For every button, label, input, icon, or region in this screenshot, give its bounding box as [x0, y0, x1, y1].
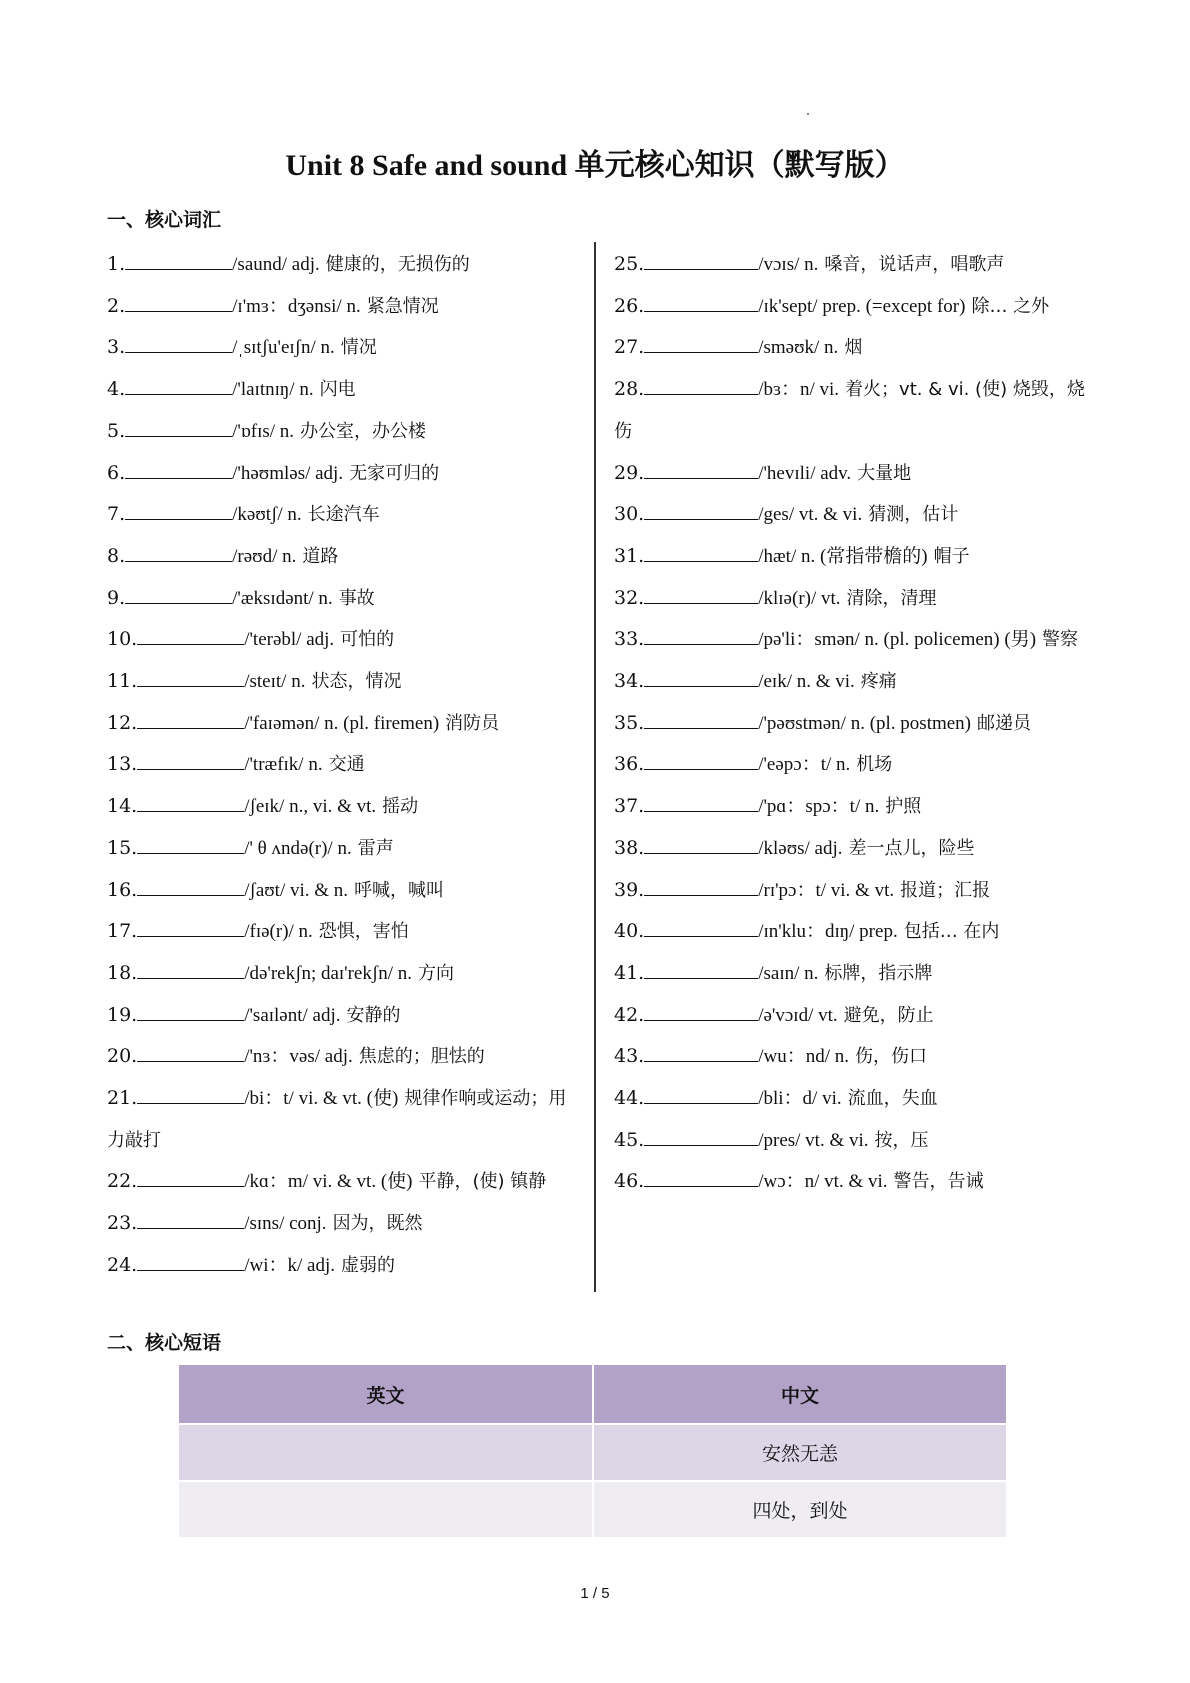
vocab-phonetic: /'pəʊstmən/ n. (pl. postmen): [758, 712, 972, 734]
answer-blank[interactable]: [137, 962, 244, 979]
vocab-meaning: 疼痛: [860, 671, 897, 693]
answer-blank[interactable]: [125, 587, 232, 604]
vocab-phonetic: /'saɪlənt/ adj.: [244, 1004, 341, 1026]
answer-blank[interactable]: [137, 920, 244, 937]
vocab-item: [614, 744, 1089, 786]
vocab-item: [614, 1161, 1089, 1203]
vocab-number: 16.: [107, 878, 138, 901]
answer-blank[interactable]: [644, 628, 758, 645]
vocab-phonetic: /kəʊtʃ/ n.: [232, 504, 302, 526]
vocab-item: [107, 703, 582, 745]
vocab-item: [107, 1245, 582, 1287]
vocab-phonetic: /saund/ adj.: [232, 254, 320, 275]
vocab-meaning: 差一点儿，险些: [848, 837, 975, 859]
answer-blank[interactable]: [644, 670, 758, 687]
vocab-number: 21.: [107, 1087, 138, 1110]
vocab-meaning: 邮递员: [977, 712, 1032, 734]
vocab-item: [614, 911, 1089, 953]
vocab-number: 23.: [107, 1212, 138, 1235]
vocab-phonetic: /'ɒfɪs/ n.: [232, 420, 295, 442]
vocab-phonetic: /saɪn/ n.: [758, 962, 819, 984]
vocab-number: 34.: [614, 670, 645, 693]
phrase-english-cell: [179, 1481, 593, 1537]
vocab-item: [107, 327, 582, 369]
vocab-number: 9.: [107, 586, 126, 609]
vocab-meaning: 健康的，无损伤的: [325, 254, 470, 275]
vocab-number: 24.: [107, 1253, 138, 1276]
answer-blank[interactable]: [137, 1212, 244, 1229]
answer-blank[interactable]: [125, 378, 232, 395]
vocab-item: [614, 1120, 1089, 1162]
vocab-meaning: 报道；汇报: [900, 879, 991, 901]
vocab-phonetic: /fɪə(r)/ n.: [244, 921, 313, 943]
vocab-meaning: 摇动: [382, 796, 419, 818]
answer-blank[interactable]: [644, 795, 758, 812]
vocab-phonetic: /' θ ʌndə(r)/ n.: [244, 837, 352, 859]
vocab-phonetic: /ʃeɪk/ n., vi. & vt.: [244, 796, 377, 818]
vocab-number: 5.: [107, 419, 126, 442]
vocab-item: [107, 244, 582, 286]
vocab-number: 29.: [614, 461, 645, 484]
vocab-number: 10.: [107, 628, 138, 651]
vocab-number: 1.: [107, 253, 126, 275]
answer-blank[interactable]: [137, 837, 244, 854]
vocab-meaning: 事故: [338, 587, 375, 609]
vocab-phonetic: /bɜ：n/ vi.: [758, 379, 840, 401]
answer-blank[interactable]: [644, 503, 758, 520]
answer-blank[interactable]: [644, 336, 758, 353]
vocab-meaning: 办公室，办公楼: [300, 420, 427, 442]
answer-blank[interactable]: [125, 336, 232, 353]
vocab-item: [614, 453, 1089, 495]
phrase-table-header-row: [179, 1365, 1007, 1424]
answer-blank[interactable]: [644, 1045, 758, 1062]
vocab-number: 39.: [614, 878, 645, 901]
vocab-item: [107, 1036, 582, 1078]
vocab-meaning: 情况: [340, 337, 377, 359]
vocab-phonetic: /vɔɪs/ n.: [758, 254, 819, 275]
vocab-item: [614, 536, 1089, 578]
vocab-meaning: 紧急情况: [366, 295, 439, 317]
vocab-item: [107, 1078, 582, 1161]
header-chinese: 中文: [593, 1365, 1007, 1424]
vocab-item: [614, 369, 1089, 452]
vocab-item: [614, 703, 1089, 745]
vocab-meaning: 规律作响或运动；用力敲打: [107, 1088, 567, 1151]
vocab-phonetic: /'eəpɔ：t/ n.: [758, 754, 851, 776]
vocab-column-left: [107, 244, 582, 1287]
vocab-meaning: 按，压: [874, 1129, 929, 1151]
vocab-meaning: 状态，情况: [311, 671, 402, 693]
answer-blank[interactable]: [644, 1170, 758, 1187]
vocab-item: [107, 536, 582, 578]
page-number: 1 / 5: [580, 1585, 610, 1602]
answer-blank[interactable]: [137, 1004, 244, 1021]
vocab-phonetic: /kɑ：m/ vi. & vt. (使): [244, 1171, 413, 1193]
vocab-item: [107, 828, 582, 870]
vocab-phonetic: /sməʊk/ n.: [758, 337, 839, 359]
vocab-meaning: 避免，防止: [843, 1004, 934, 1026]
vocab-item: [107, 786, 582, 828]
vocab-phonetic: /wu：nd/ n.: [758, 1046, 849, 1068]
vocab-number: 22.: [107, 1170, 138, 1193]
table-row: [179, 1424, 1007, 1481]
vocab-number: 44.: [614, 1087, 645, 1110]
vocab-meaning: 烟: [844, 337, 863, 359]
answer-blank[interactable]: [644, 879, 758, 896]
vocab-item: [107, 744, 582, 786]
vocab-phonetic: /'faɪəmən/ n. (pl. firemen): [244, 712, 440, 734]
vocab-number: 13.: [107, 753, 138, 776]
answer-blank[interactable]: [137, 1170, 244, 1187]
answer-blank[interactable]: [644, 462, 758, 479]
vocab-number: 15.: [107, 836, 138, 859]
vocab-item: [107, 578, 582, 620]
vocab-item: [107, 1203, 582, 1245]
vocab-meaning: 方向: [417, 962, 454, 984]
answer-blank[interactable]: [644, 920, 758, 937]
vocab-phonetic: /rəʊd/ n.: [232, 545, 297, 567]
vocab-phonetic: /ə'vɔɪd/ vt.: [758, 1004, 838, 1026]
answer-blank[interactable]: [125, 503, 232, 520]
vocab-phonetic: /ˌsɪtʃu'eɪʃn/ n.: [232, 337, 335, 359]
vocab-number: 37.: [614, 795, 645, 818]
vocab-number: 18.: [107, 961, 138, 984]
vocab-phonetic: /'həʊmləs/ adj.: [232, 462, 344, 484]
vocab-meaning: 嗓音，说话声，唱歌声: [824, 254, 1005, 275]
vocab-item: [107, 494, 582, 536]
phrase-chinese-cell: 四处，到处: [593, 1481, 1007, 1537]
answer-blank[interactable]: [137, 670, 244, 687]
vocab-phonetic: /klɪə(r)/ vt.: [758, 587, 841, 609]
answer-blank[interactable]: [644, 753, 758, 770]
vocab-phonetic: /pres/ vt. & vi.: [758, 1129, 869, 1151]
answer-blank[interactable]: [644, 587, 758, 604]
vocab-phonetic: /bi：t/ vi. & vt. (使): [244, 1088, 399, 1110]
vocab-item: [107, 870, 582, 912]
answer-blank[interactable]: [125, 462, 232, 479]
vocab-number: 8.: [107, 544, 126, 567]
vocab-meaning: 着火；vt. & vi. (使) 烧毁，烧伤: [614, 379, 1085, 442]
vocab-phonetic: /kləʊs/ adj.: [758, 837, 843, 859]
stray-mark: [807, 113, 809, 115]
vocab-item: [107, 369, 582, 411]
vocab-meaning: 道路: [302, 545, 339, 567]
vocab-item: [614, 870, 1089, 912]
answer-blank[interactable]: [137, 1254, 244, 1271]
vocab-meaning: 安静的: [346, 1004, 401, 1026]
vocab-phonetic: /ɪ'mɜ：dʒənsi/ n.: [232, 295, 361, 317]
answer-blank[interactable]: [125, 545, 232, 562]
vocab-number: 30.: [614, 503, 645, 526]
vocab-phonetic: /rɪ'pɔ：t/ vi. & vt.: [758, 879, 895, 901]
vocab-number: 32.: [614, 586, 645, 609]
page-title: Unit 8 Safe and sound 单元核心知识（默写版）: [285, 149, 905, 182]
vocab-meaning: 平静，(使) 镇静: [418, 1171, 547, 1193]
vocab-phonetic: /ɪn'klu：dɪŋ/ prep.: [758, 921, 898, 943]
vocab-item: [614, 661, 1089, 703]
vocab-phonetic: /wɔ：n/ vt. & vi.: [758, 1171, 888, 1193]
vocab-meaning: 猜测，估计: [868, 504, 959, 526]
table-row: [179, 1481, 1007, 1537]
answer-blank[interactable]: [644, 545, 758, 562]
vocab-item: [614, 578, 1089, 620]
vocab-number: 6.: [107, 461, 126, 484]
vocab-meaning: 雷声: [357, 837, 394, 859]
vocab-meaning: 清除，清理: [846, 587, 937, 609]
vocab-phonetic: /'æksɪdənt/ n.: [232, 587, 333, 609]
vocab-phonetic: /bli：d/ vi.: [758, 1088, 842, 1110]
vocab-meaning: 可怕的: [340, 629, 395, 651]
vocab-number: 28.: [614, 378, 645, 401]
vocab-phonetic: /'træfɪk/ n.: [244, 754, 323, 776]
vocab-meaning: 因为，既然: [332, 1213, 423, 1235]
vocab-item: [107, 953, 582, 995]
vocab-phonetic: /'hevɪli/ adv.: [758, 462, 852, 484]
vocab-item: [107, 411, 582, 453]
vocab-number: 38.: [614, 836, 645, 859]
section-heading-vocab: 一、核心词汇: [107, 209, 222, 231]
vocab-phonetic: /wi：k/ adj.: [244, 1254, 335, 1276]
vocab-meaning: 护照: [885, 796, 922, 818]
answer-blank[interactable]: [137, 1045, 244, 1062]
vocab-item: [107, 995, 582, 1037]
vocab-number: 20.: [107, 1045, 138, 1068]
vocab-number: 11.: [107, 670, 138, 693]
vocab-number: 26.: [614, 294, 645, 317]
vocab-number: 19.: [107, 1003, 138, 1026]
vocab-meaning: 标牌，指示牌: [824, 962, 933, 984]
vocab-number: 46.: [614, 1170, 645, 1193]
vocab-number: 36.: [614, 753, 645, 776]
vocab-meaning: 机场: [856, 754, 893, 776]
vocab-number: 2.: [107, 294, 126, 317]
column-divider: [594, 242, 596, 1292]
vocab-phonetic: /ʃaʊt/ vi. & n.: [244, 879, 349, 901]
vocab-item: [614, 995, 1089, 1037]
vocab-meaning: 警告，告诫: [893, 1171, 984, 1193]
vocab-item: [614, 494, 1089, 536]
vocab-phonetic: /'nɜ：vəs/ adj.: [244, 1046, 353, 1068]
answer-blank[interactable]: [644, 837, 758, 854]
vocab-item: [614, 619, 1089, 661]
vocab-phonetic: /hæt/ n. (常指带檐的): [758, 545, 928, 567]
vocab-number: 25.: [614, 253, 645, 275]
vocab-meaning: 交通: [328, 754, 365, 776]
vocab-phonetic: /ges/ vt. & vi.: [758, 504, 863, 526]
vocab-meaning: 流血，失血: [847, 1088, 938, 1110]
answer-blank[interactable]: [137, 628, 244, 645]
vocab-item: [614, 286, 1089, 328]
answer-blank[interactable]: [644, 1087, 758, 1104]
vocab-phonetic: /'terəbl/ adj.: [244, 629, 335, 651]
vocab-number: 14.: [107, 795, 138, 818]
vocab-meaning: 焦虑的；胆怯的: [358, 1046, 485, 1068]
vocab-meaning: 闪电: [319, 379, 356, 401]
vocab-item: [614, 828, 1089, 870]
vocab-item: [614, 327, 1089, 369]
vocab-number: 31.: [614, 544, 645, 567]
vocab-number: 40.: [614, 920, 645, 943]
answer-blank[interactable]: [137, 712, 244, 729]
vocab-meaning: 虚弱的: [341, 1254, 395, 1276]
vocab-phonetic: /sɪns/ conj.: [244, 1213, 327, 1235]
vocab-number: 7.: [107, 503, 126, 526]
answer-blank[interactable]: [644, 962, 758, 979]
vocab-number: 41.: [614, 961, 645, 984]
vocab-number: 3.: [107, 336, 126, 359]
vocab-number: 17.: [107, 920, 138, 943]
vocab-number: 33.: [614, 628, 645, 651]
vocab-number: 27.: [614, 336, 645, 359]
vocab-item: [614, 953, 1089, 995]
phrase-chinese-cell: 安然无恙: [593, 1424, 1007, 1481]
answer-blank[interactable]: [644, 378, 758, 395]
vocab-phonetic: /'pɑ：spɔ：t/ n.: [758, 796, 880, 818]
vocab-item: [107, 1161, 582, 1203]
answer-blank[interactable]: [125, 420, 232, 437]
answer-blank[interactable]: [644, 1129, 758, 1146]
vocab-meaning: 警察: [1042, 629, 1079, 651]
answer-blank[interactable]: [137, 879, 244, 896]
answer-blank[interactable]: [137, 795, 244, 812]
section-heading-phrases: 二、核心短语: [107, 1332, 222, 1354]
vocab-meaning: 包括… 在内: [903, 921, 1000, 943]
vocab-meaning: 除… 之外: [971, 295, 1050, 317]
vocab-number: 4.: [107, 378, 126, 401]
answer-blank[interactable]: [644, 253, 758, 270]
vocab-meaning: 长途汽车: [307, 504, 380, 526]
vocab-meaning: 大量地: [857, 462, 912, 484]
answer-blank[interactable]: [125, 295, 232, 312]
vocab-meaning: 无家可归的: [349, 462, 440, 484]
vocab-phonetic: /ɪk'sept/ prep. (=except for): [758, 295, 966, 317]
header-english: 英文: [179, 1365, 593, 1424]
vocab-number: 42.: [614, 1003, 645, 1026]
vocab-number: 45.: [614, 1128, 645, 1151]
answer-blank[interactable]: [644, 295, 758, 312]
vocab-number: 43.: [614, 1045, 645, 1068]
answer-blank[interactable]: [644, 1004, 758, 1021]
vocab-item: [614, 1078, 1089, 1120]
answer-blank[interactable]: [125, 253, 232, 270]
phrase-english-cell: [179, 1424, 593, 1481]
vocab-number: 35.: [614, 711, 645, 734]
vocab-item: [107, 286, 582, 328]
vocab-item: [107, 661, 582, 703]
vocab-phonetic: /steɪt/ n.: [244, 671, 306, 693]
vocab-item: [614, 1036, 1089, 1078]
vocab-phonetic: /'laɪtnɪŋ/ n.: [232, 379, 314, 401]
vocab-meaning: 恐惧，害怕: [318, 921, 409, 943]
vocab-phonetic: /də'rekʃn; daɪ'rekʃn/ n.: [244, 962, 412, 984]
vocab-item: [107, 453, 582, 495]
answer-blank[interactable]: [137, 753, 244, 770]
vocab-item: [614, 244, 1089, 286]
vocab-column-right: [614, 244, 1089, 1203]
vocab-meaning: 帽子: [933, 545, 970, 567]
vocab-item: [107, 911, 582, 953]
vocab-meaning: 伤，伤口: [855, 1046, 927, 1068]
phrase-table: [179, 1365, 1008, 1537]
vocab-meaning: 呼喊，喊叫: [354, 879, 445, 901]
vocab-item: [107, 619, 582, 661]
answer-blank[interactable]: [137, 1087, 244, 1104]
vocab-item: [614, 786, 1089, 828]
answer-blank[interactable]: [644, 712, 758, 729]
vocab-meaning: 消防员: [445, 712, 500, 734]
vocab-number: 12.: [107, 711, 138, 734]
vocab-phonetic: /eɪk/ n. & vi.: [758, 671, 855, 693]
vocab-phonetic: /pə'li：smən/ n. (pl. policemen) (男): [758, 629, 1037, 651]
